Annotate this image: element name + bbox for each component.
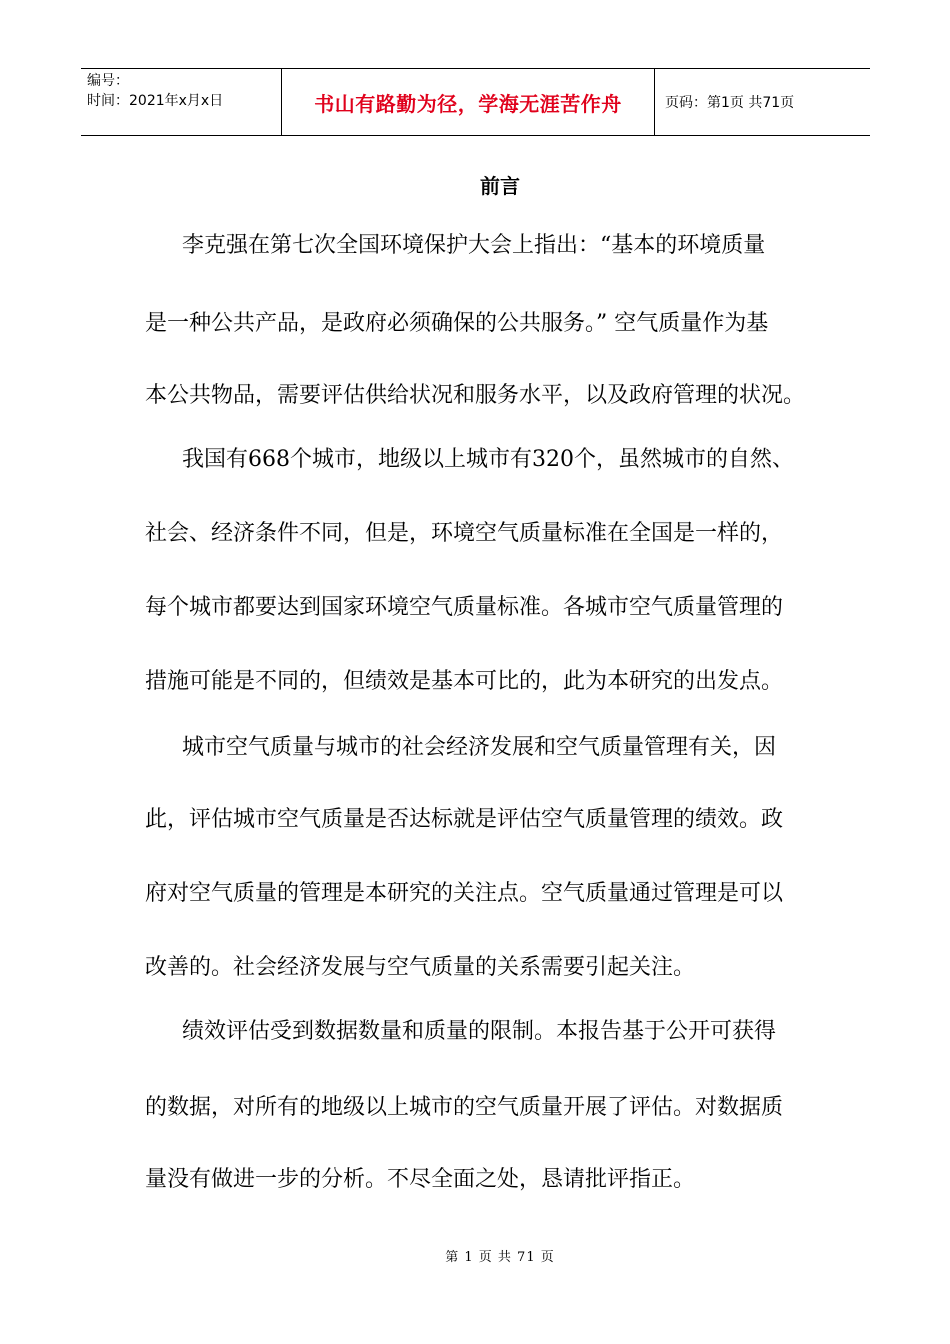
page-title: 前言 <box>480 174 520 198</box>
paragraph-line: 的数据，对所有的地级以上城市的空气质量开展了评估。对数据质 <box>145 1095 784 1120</box>
paragraph-line: 城市空气质量与城市的社会经济发展和空气质量管理有关，因 <box>182 735 777 760</box>
paragraph-line: 每个城市都要达到国家环境空气质量标准。各城市空气质量管理的 <box>145 595 784 620</box>
header-meta-cell <box>81 69 282 135</box>
paragraph-line: 措施可能是不同的，但绩效是基本可比的，此为本研究的出发点。 <box>145 669 784 694</box>
paragraph-line: 量没有做进一步的分析。不尽全面之处，恳请批评指正。 <box>145 1167 696 1192</box>
header-motto: 书山有路勤为径，学海无涯苦作舟 <box>282 69 655 135</box>
paragraph-line: 李克强在第七次全国环境保护大会上指出：“基本的环境质量 <box>182 233 766 258</box>
serial-number-label: 编号： <box>87 73 129 89</box>
paragraph-line: 我国有668个城市，地级以上城市有320个，虽然城市的自然、 <box>182 447 794 472</box>
paragraph-line: 府对空气质量的管理是本研究的关注点。空气质量通过管理是可以 <box>145 881 784 906</box>
paragraph-line: 是一种公共产品，是政府必须确保的公共服务。” 空气质量作为基 <box>145 311 769 336</box>
paragraph-line: 本公共物品，需要评估供给状况和服务水平，以及政府管理的状况。 <box>145 383 806 408</box>
paragraph-line: 绩效评估受到数据数量和质量的限制。本报告基于公开可获得 <box>182 1019 777 1044</box>
page-footer: 第 1 页 共 71 页 <box>445 1250 555 1265</box>
page-header-table <box>81 68 870 136</box>
paragraph-line: 改善的。社会经济发展与空气质量的关系需要引起关注。 <box>145 955 696 980</box>
header-page-info: 页码：第1页 共71页 <box>665 95 795 111</box>
date-label: 时间：2021年x月x日 <box>87 93 224 109</box>
paragraph-line: 社会、经济条件不同，但是，环境空气质量标准在全国是一样的， <box>145 521 784 546</box>
paragraph-line: 此，评估城市空气质量是否达标就是评估空气质量管理的绩效。政 <box>145 807 784 832</box>
